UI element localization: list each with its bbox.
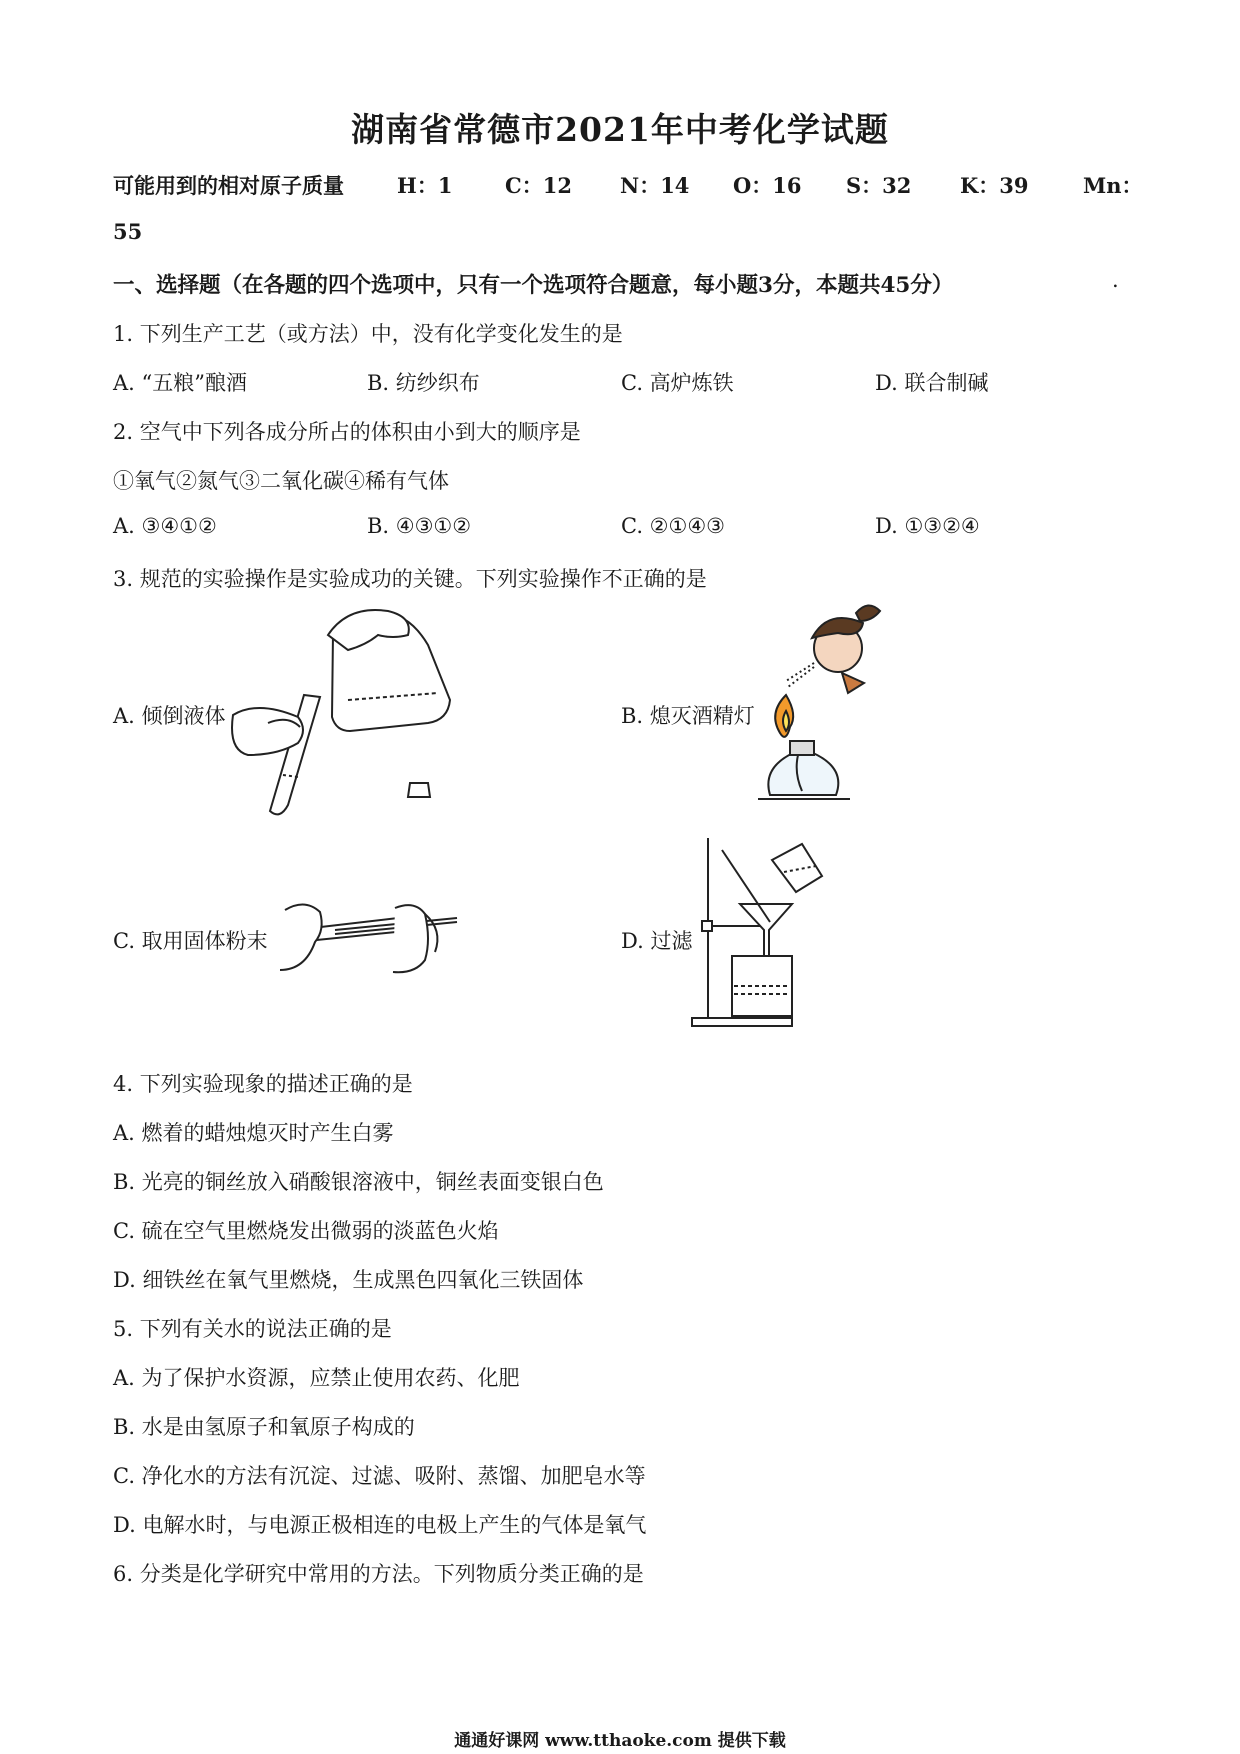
q3-option-c: C. 取用固体粉末 [113,929,268,953]
q1-option-b: B. 纺纱织布 [367,371,480,395]
q3-stem: 3. 规范的实验操作是实验成功的关键。下列实验操作不正确的是 [113,567,707,591]
q5-option-c: C. 净化水的方法有沉淀、过滤、吸附、蒸馏、加肥皂水等 [113,1464,646,1488]
q5-option-b: B. 水是由氢原子和氧原子构成的 [113,1415,415,1439]
q1-stem: 1. 下列生产工艺（或方法）中，没有化学变化发生的是 [113,322,623,346]
q4-option-a: A. 燃着的蜡烛熄灭时产生白雾 [113,1121,394,1145]
q2-option-b: B. ④③①② [367,514,472,538]
filtration-figure [692,838,832,1030]
atomic-mass-n: N：14 [620,173,690,198]
atomic-mass-c: C：12 [505,173,572,198]
page-footer: 通通好课网 www.tthaoke.com 提供下载 [454,1731,786,1751]
q2-option-c: C. ②①④③ [621,514,725,538]
q4-option-d: D. 细铁丝在氧气里燃烧，生成黑色四氧化三铁固体 [113,1268,584,1292]
atomic-mass-wrap: 55 [113,219,143,244]
atomic-mass-label: 可能用到的相对原子质量 [113,173,344,198]
q3-option-d: D. 过滤 [621,929,693,953]
q1-option-d: D. 联合制碱 [875,371,989,395]
q2-option-a: A. ③④①② [113,514,217,538]
q1-option-c: C. 高炉炼铁 [621,371,734,395]
atomic-mass-mn: Mn： [1083,173,1143,198]
q1-option-a: A. “五粮”酿酒 [113,371,247,395]
q6-stem: 6. 分类是化学研究中常用的方法。下列物质分类正确的是 [113,1562,644,1586]
q3-option-b: B. 熄灭酒精灯 [621,704,755,728]
atomic-mass-row [113,170,1143,200]
q5-stem: 5. 下列有关水的说法正确的是 [113,1317,392,1341]
atomic-mass-o: O：16 [733,173,802,198]
atomic-mass-s: S：32 [846,173,912,198]
solid-powder-figure [275,880,465,975]
q2-list: ①氧气②氮气③二氧化碳④稀有气体 [113,469,449,493]
q5-option-d: D. 电解水时，与电源正极相连的电极上产生的气体是氧气 [113,1513,647,1537]
q4-stem: 4. 下列实验现象的描述正确的是 [113,1072,413,1096]
q4-option-c: C. 硫在空气里燃烧发出微弱的淡蓝色火焰 [113,1219,499,1243]
atomic-mass-h: H：1 [397,173,453,198]
q5-option-a: A. 为了保护水资源，应禁止使用农药、化肥 [113,1366,520,1390]
q2-stem: 2. 空气中下列各成分所占的体积由小到大的顺序是 [113,420,581,444]
q2-option-d: D. ①③②④ [875,514,980,538]
alcohol-lamp-figure [768,603,908,818]
q4-option-b: B. 光亮的铜丝放入硝酸银溶液中，铜丝表面变银白色 [113,1170,604,1194]
pouring-liquid-figure [228,605,468,810]
page-title: 湖南省常德市2021年中考化学试题 [351,110,889,149]
section-heading-dot: . [1112,268,1119,292]
atomic-mass-k: K：39 [960,173,1029,198]
q3-option-a: A. 倾倒液体 [113,704,226,728]
section-heading: 一、选择题（在各题的四个选项中，只有一个选项符合题意，每小题3分，本题共45分） [113,273,954,298]
